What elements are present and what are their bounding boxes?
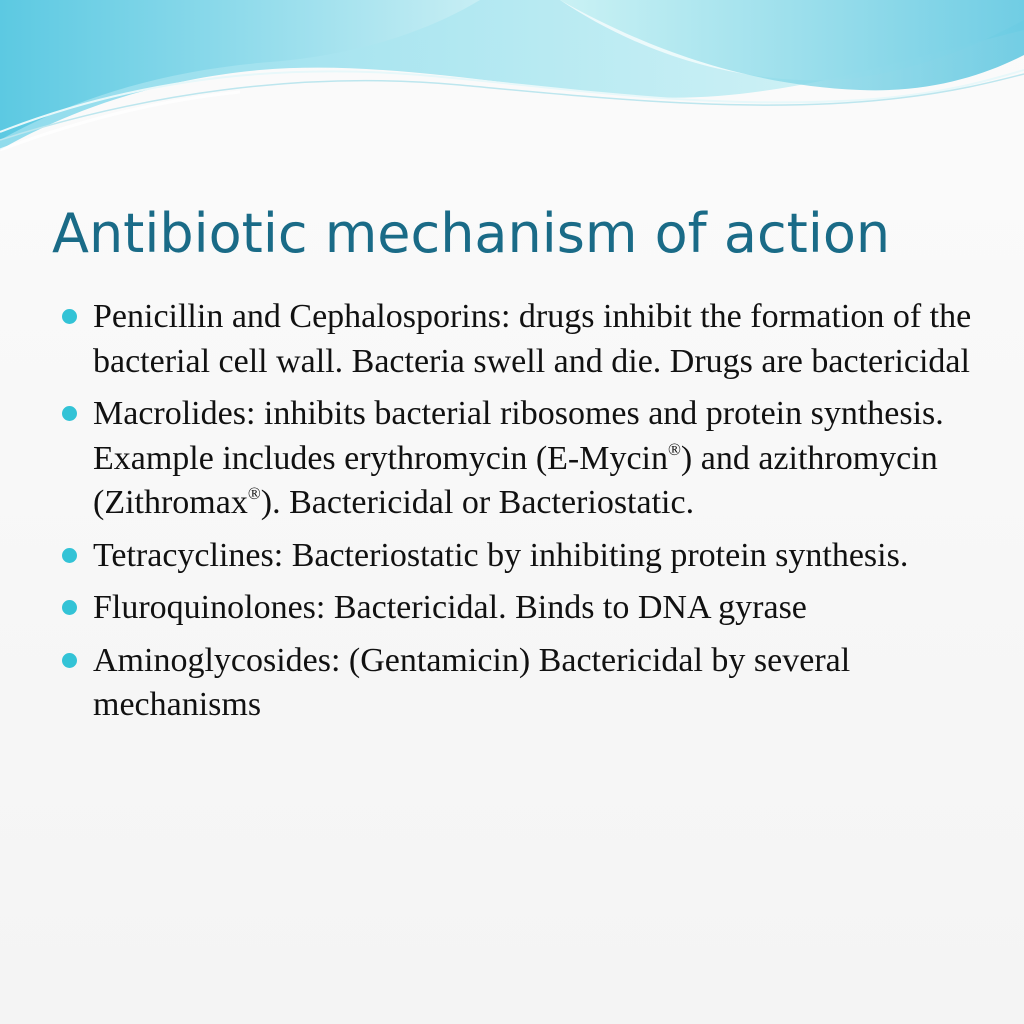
bullet-text: Penicillin and Cephalosporins: drugs inhibit the formation of the bacterial cell wall. Bacteria swell and die. Drugs are bactericidal: [93, 298, 972, 380]
bullet-dot-icon: [62, 309, 77, 324]
bullet-text-part: Macrolides: inhibits bacterial ribosomes and protein synthesis. Example includes erythromycin (E-Mycin: [93, 395, 944, 477]
slide-title: Antibiotic mechanism of action: [52, 202, 891, 265]
bullet-text: Fluroquinolones: Bactericidal. Binds to DNA gyrase: [93, 589, 807, 626]
bullet-macrolides: [62, 392, 972, 526]
bullet-tetracyclines: [62, 534, 972, 579]
registered-mark: ®: [247, 484, 261, 503]
bullet-list: [62, 295, 972, 736]
registered-mark: ®: [668, 439, 681, 459]
bullet-fluroquinolones: [62, 586, 972, 631]
bullet-penicillin: [62, 295, 972, 384]
bullet-dot-icon: [62, 406, 77, 421]
bullet-dot-icon: [62, 548, 77, 563]
bullet-dot-icon: [62, 653, 77, 668]
bullet-text: Tetracyclines: Bacteriostatic by inhibiting protein synthesis.: [93, 536, 909, 574]
decorative-wave-header: [0, 0, 1024, 170]
bullet-text-part: ). Bactericidal or Bacteriostatic.: [260, 484, 695, 521]
bullet-text-part: ) and azithromycin (Zithromax: [93, 439, 938, 521]
bullet-text: Aminoglycosides: (Gentamicin) Bactericidal by several mechanisms: [93, 641, 851, 723]
bullet-dot-icon: [62, 600, 77, 615]
bullet-aminoglycosides: [62, 639, 972, 728]
